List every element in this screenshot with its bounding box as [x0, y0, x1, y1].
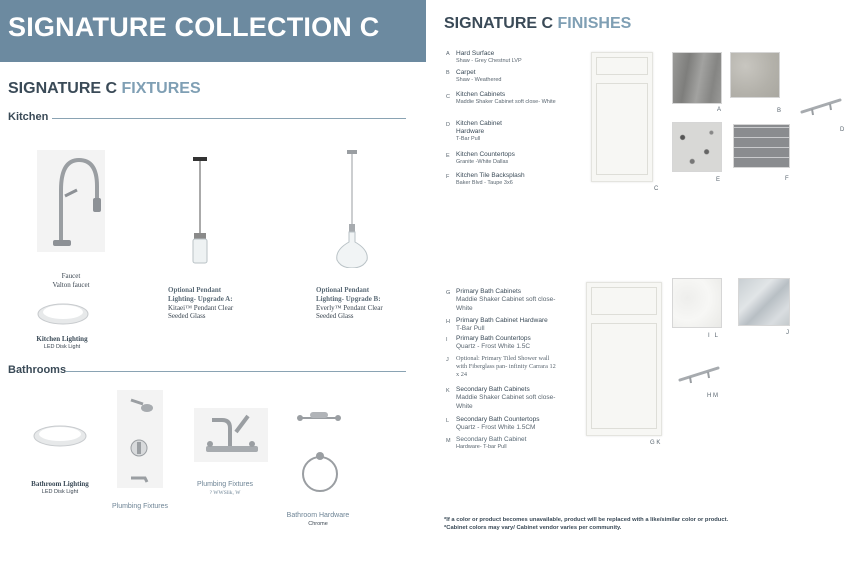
disk-light-icon: [33, 422, 87, 448]
kitchen-faucet-image: [37, 150, 105, 252]
swatch-label-e: E: [716, 177, 721, 183]
footnote-1: *If a color or product becomes unavailable, product will be replaced with a like/similar color or product.: [444, 517, 729, 523]
kitchen-section-label: Kitchen: [8, 111, 49, 123]
bath-lighting-caption: [22, 480, 98, 496]
finishes-heading: [444, 15, 631, 33]
pendant-a-caption: [168, 286, 248, 321]
swatch-label-c: C: [654, 186, 659, 192]
fixtures-heading: [8, 80, 201, 98]
quartz-swatch: [672, 278, 722, 328]
fixtures-heading-light: FIXTURES: [121, 80, 201, 97]
carrara-swatch: [738, 278, 790, 326]
footnotes: [444, 517, 728, 533]
bath-lighting-sub: LED Disk Light: [41, 488, 79, 495]
faucet-icon: [37, 150, 105, 252]
pendant-a-image: [185, 157, 215, 265]
page-title: SIGNATURE COLLECTION C: [8, 12, 380, 42]
swatch-label-j: J: [786, 330, 789, 336]
tbar-pull-image-hm: [678, 362, 720, 386]
pendant-b-title: Optional Pendant Lighting- Upgrade B:: [316, 286, 381, 303]
footnote-2: *Cabinet colors may vary/ Cabinet vendor varies per community.: [444, 524, 622, 531]
faucet-sub: Valton faucet: [52, 280, 90, 289]
faucet-title: Faucet: [61, 272, 81, 280]
swatch-label-gk: G K: [650, 440, 661, 446]
disk-light-icon: [37, 300, 89, 326]
swatch-label-b: B: [777, 108, 782, 114]
granite-swatch: [672, 122, 722, 172]
bathrooms-divider: [66, 371, 406, 372]
faucet-caption: [37, 272, 105, 290]
pendant-b-caption: [316, 286, 396, 321]
faucet-icon: [194, 408, 268, 462]
finishes-heading-dark: SIGNATURE C: [444, 15, 554, 32]
towel-ring-icon: [296, 398, 344, 496]
tbar-pull-icon: [678, 362, 720, 386]
fixtures-heading-dark: SIGNATURE C: [8, 80, 118, 97]
bath-lighting-title: Bathroom Lighting: [31, 480, 89, 488]
kitchen-lighting-sub: LED Disk Light: [43, 343, 81, 350]
swatch-label-il: I L: [708, 333, 719, 339]
carpet-swatch: [730, 52, 780, 98]
shower-head-icon: [117, 390, 163, 488]
lvp-swatch: [672, 52, 722, 104]
bathrooms-section-label: Bathrooms: [8, 364, 67, 376]
tbar-pull-icon: [800, 96, 842, 118]
kitchen-disk-light-image: [37, 300, 89, 326]
kitchen-divider: [52, 118, 406, 119]
shower-fixtures-image: [117, 390, 163, 488]
finishes-heading-light: FINISHES: [557, 15, 632, 32]
pendant-light-icon: [333, 150, 371, 268]
pendant-b-sub: Everly™ Pendant Clear Seeded Glass: [316, 303, 383, 321]
pendant-a-title: Optional Pendant Lighting- Upgrade A:: [168, 286, 233, 303]
kitchen-lighting-caption: [25, 335, 99, 351]
swatch-label-f: F: [785, 176, 789, 182]
bath-faucet-image: [194, 408, 268, 462]
swatch-label-a: A: [717, 107, 722, 113]
tbar-pull-image-d: [800, 96, 842, 118]
bath-hardware-sub: Chrome: [308, 520, 328, 527]
kitchen-lighting-title: Kitchen Lighting: [36, 335, 88, 343]
pendant-light-icon: [185, 157, 215, 265]
bath-cabinet-swatch: [586, 282, 662, 436]
bath-hardware-title: Bathroom Hardware: [286, 512, 350, 519]
swatch-label-d: D: [840, 127, 845, 133]
pendant-a-sub: Kitaei™ Pendant Clear Seeded Glass: [168, 303, 234, 321]
swatch-label-hm: H M: [707, 393, 718, 399]
pendant-b-image: [333, 150, 371, 268]
plumbing-faucet-sub: ? WWSlik, W: [209, 489, 241, 496]
plumbing-caption: Plumbing Fixtures: [111, 503, 169, 510]
bath-disk-light-image: [33, 422, 87, 448]
plumbing-faucet-caption: [190, 481, 260, 497]
bath-hardware-caption: [282, 512, 354, 528]
backsplash-swatch: [733, 124, 790, 168]
kitchen-cabinet-swatch: [591, 52, 653, 182]
plumbing-faucet-title: Plumbing Fixtures: [196, 481, 254, 488]
bath-hardware-image: [296, 398, 344, 496]
